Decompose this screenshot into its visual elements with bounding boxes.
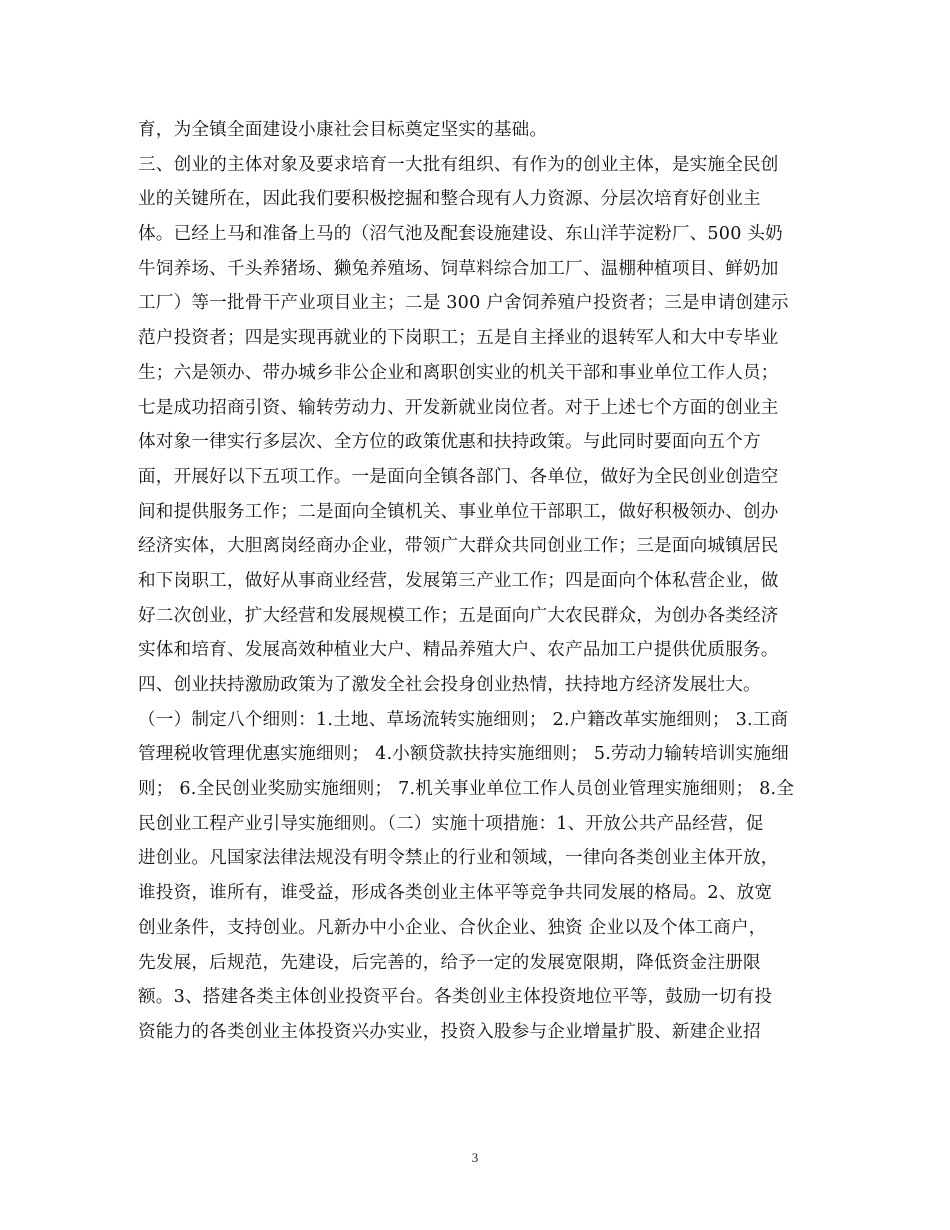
text-line: 三、创业的主体对象及要求培育一大批有组织、有作为的创业主体，是实施全民创 bbox=[138, 154, 779, 175]
text-line: 额。3、搭建各类主体创业投资平台。各类创业主体投资地位平等，鼓励一切有投 bbox=[138, 987, 773, 1008]
text-line: 间和提供服务工作；二是面向全镇机关、事业单位干部职工，做好积极领办、创办 bbox=[138, 501, 779, 522]
text-line: 牛饲养场、千头养猪场、獭兔养殖场、饲草料综合加工厂、温棚种植项目、鲜奶加 bbox=[138, 258, 779, 279]
text-line: 生；六是领办、带办城乡非公企业和离职创实业的机关干部和事业单位工作人员； bbox=[138, 362, 779, 383]
text-line: 面，开展好以下五项工作。一是面向全镇各部门、各单位，做好为全民创业创造空 bbox=[138, 466, 779, 487]
text-line: 管理税收管理优惠实施细则； 4.小额贷款扶持实施细则； 5.劳动力输转培训实施细 bbox=[138, 744, 789, 765]
text-line: （一）制定八个细则：1.土地、草场流转实施细则； 2.户籍改革实施细则； 3.工商 bbox=[138, 709, 789, 730]
text-line: 资能力的各类创业主体投资兴办实业，投资入股参与企业增量扩股、新建企业招 bbox=[138, 1021, 761, 1042]
text-line: 则； 6.全民创业奖励实施细则； 7.机关事业单位工作人员创业管理实施细则； 8.全 bbox=[138, 779, 795, 800]
body-text bbox=[138, 113, 818, 1050]
text-line: 体对象一律实行多层次、全方位的政策优惠和扶持政策。与此同时要面向五个方 bbox=[138, 432, 761, 453]
text-line: 进创业。凡国家法律法规没有明令禁止的行业和领域，一律向各类创业主体开放， bbox=[138, 848, 779, 869]
text-line: 工厂）等一批骨干产业项目业主；二是 300 户舍饲养殖户投资者；三是申请创建示 bbox=[138, 293, 789, 314]
text-line: 七是成功招商引资、输转劳动力、开发新就业岗位者。对于上述七个方面的创业主 bbox=[138, 397, 779, 418]
text-line: 好二次创业，扩大经营和发展规模工作；五是面向广大农民群众，为创办各类经济 bbox=[138, 605, 779, 626]
text-line: 实体和培育、发展高效种植业大户、精品养殖大户、农产品加工户提供优质服务。 bbox=[138, 640, 779, 661]
text-line: 范户投资者；四是实现再就业的下岗职工；五是自主择业的退转军人和大中专毕业 bbox=[138, 328, 779, 349]
text-line: 体。已经上马和准备上马的（沼气池及配套设施建设、东山洋芋淀粉厂、500 头奶 bbox=[138, 224, 783, 245]
text-line: 谁投资，谁所有，谁受益，形成各类创业主体平等竞争共同发展的格局。2、放宽 bbox=[138, 883, 773, 904]
text-line: 育，为全镇全面建设小康社会目标奠定坚实的基础。 bbox=[138, 120, 548, 140]
text-line: 经济实体，大胆离岗经商办企业，带领广大群众共同创业工作；三是面向城镇居民 bbox=[138, 536, 779, 557]
text-line: 四、创业扶持激励政策为了激发全社会投身创业热情，扶持地方经济发展壮大。 bbox=[138, 675, 761, 695]
text-line: 业的关键所在，因此我们要积极挖掘和整合现有人力资源、分层次培育好创业主 bbox=[138, 189, 761, 210]
text-line: 先发展，后规范，先建设，后完善的，给予一定的发展宽限期，降低资金注册限 bbox=[138, 952, 761, 973]
page-number: 3 bbox=[471, 1150, 479, 1165]
text-line: 民创业工程产业引导实施细则。（二）实施十项措施：1、开放公共产品经营，促 bbox=[138, 813, 764, 834]
text-line: 和下岗职工，做好从事商业经营，发展第三产业工作；四是面向个体私营企业，做 bbox=[138, 570, 779, 591]
text-line: 创业条件，支持创业。凡新办中小企业、合伙企业、独资 企业以及个体工商户， bbox=[138, 917, 767, 938]
